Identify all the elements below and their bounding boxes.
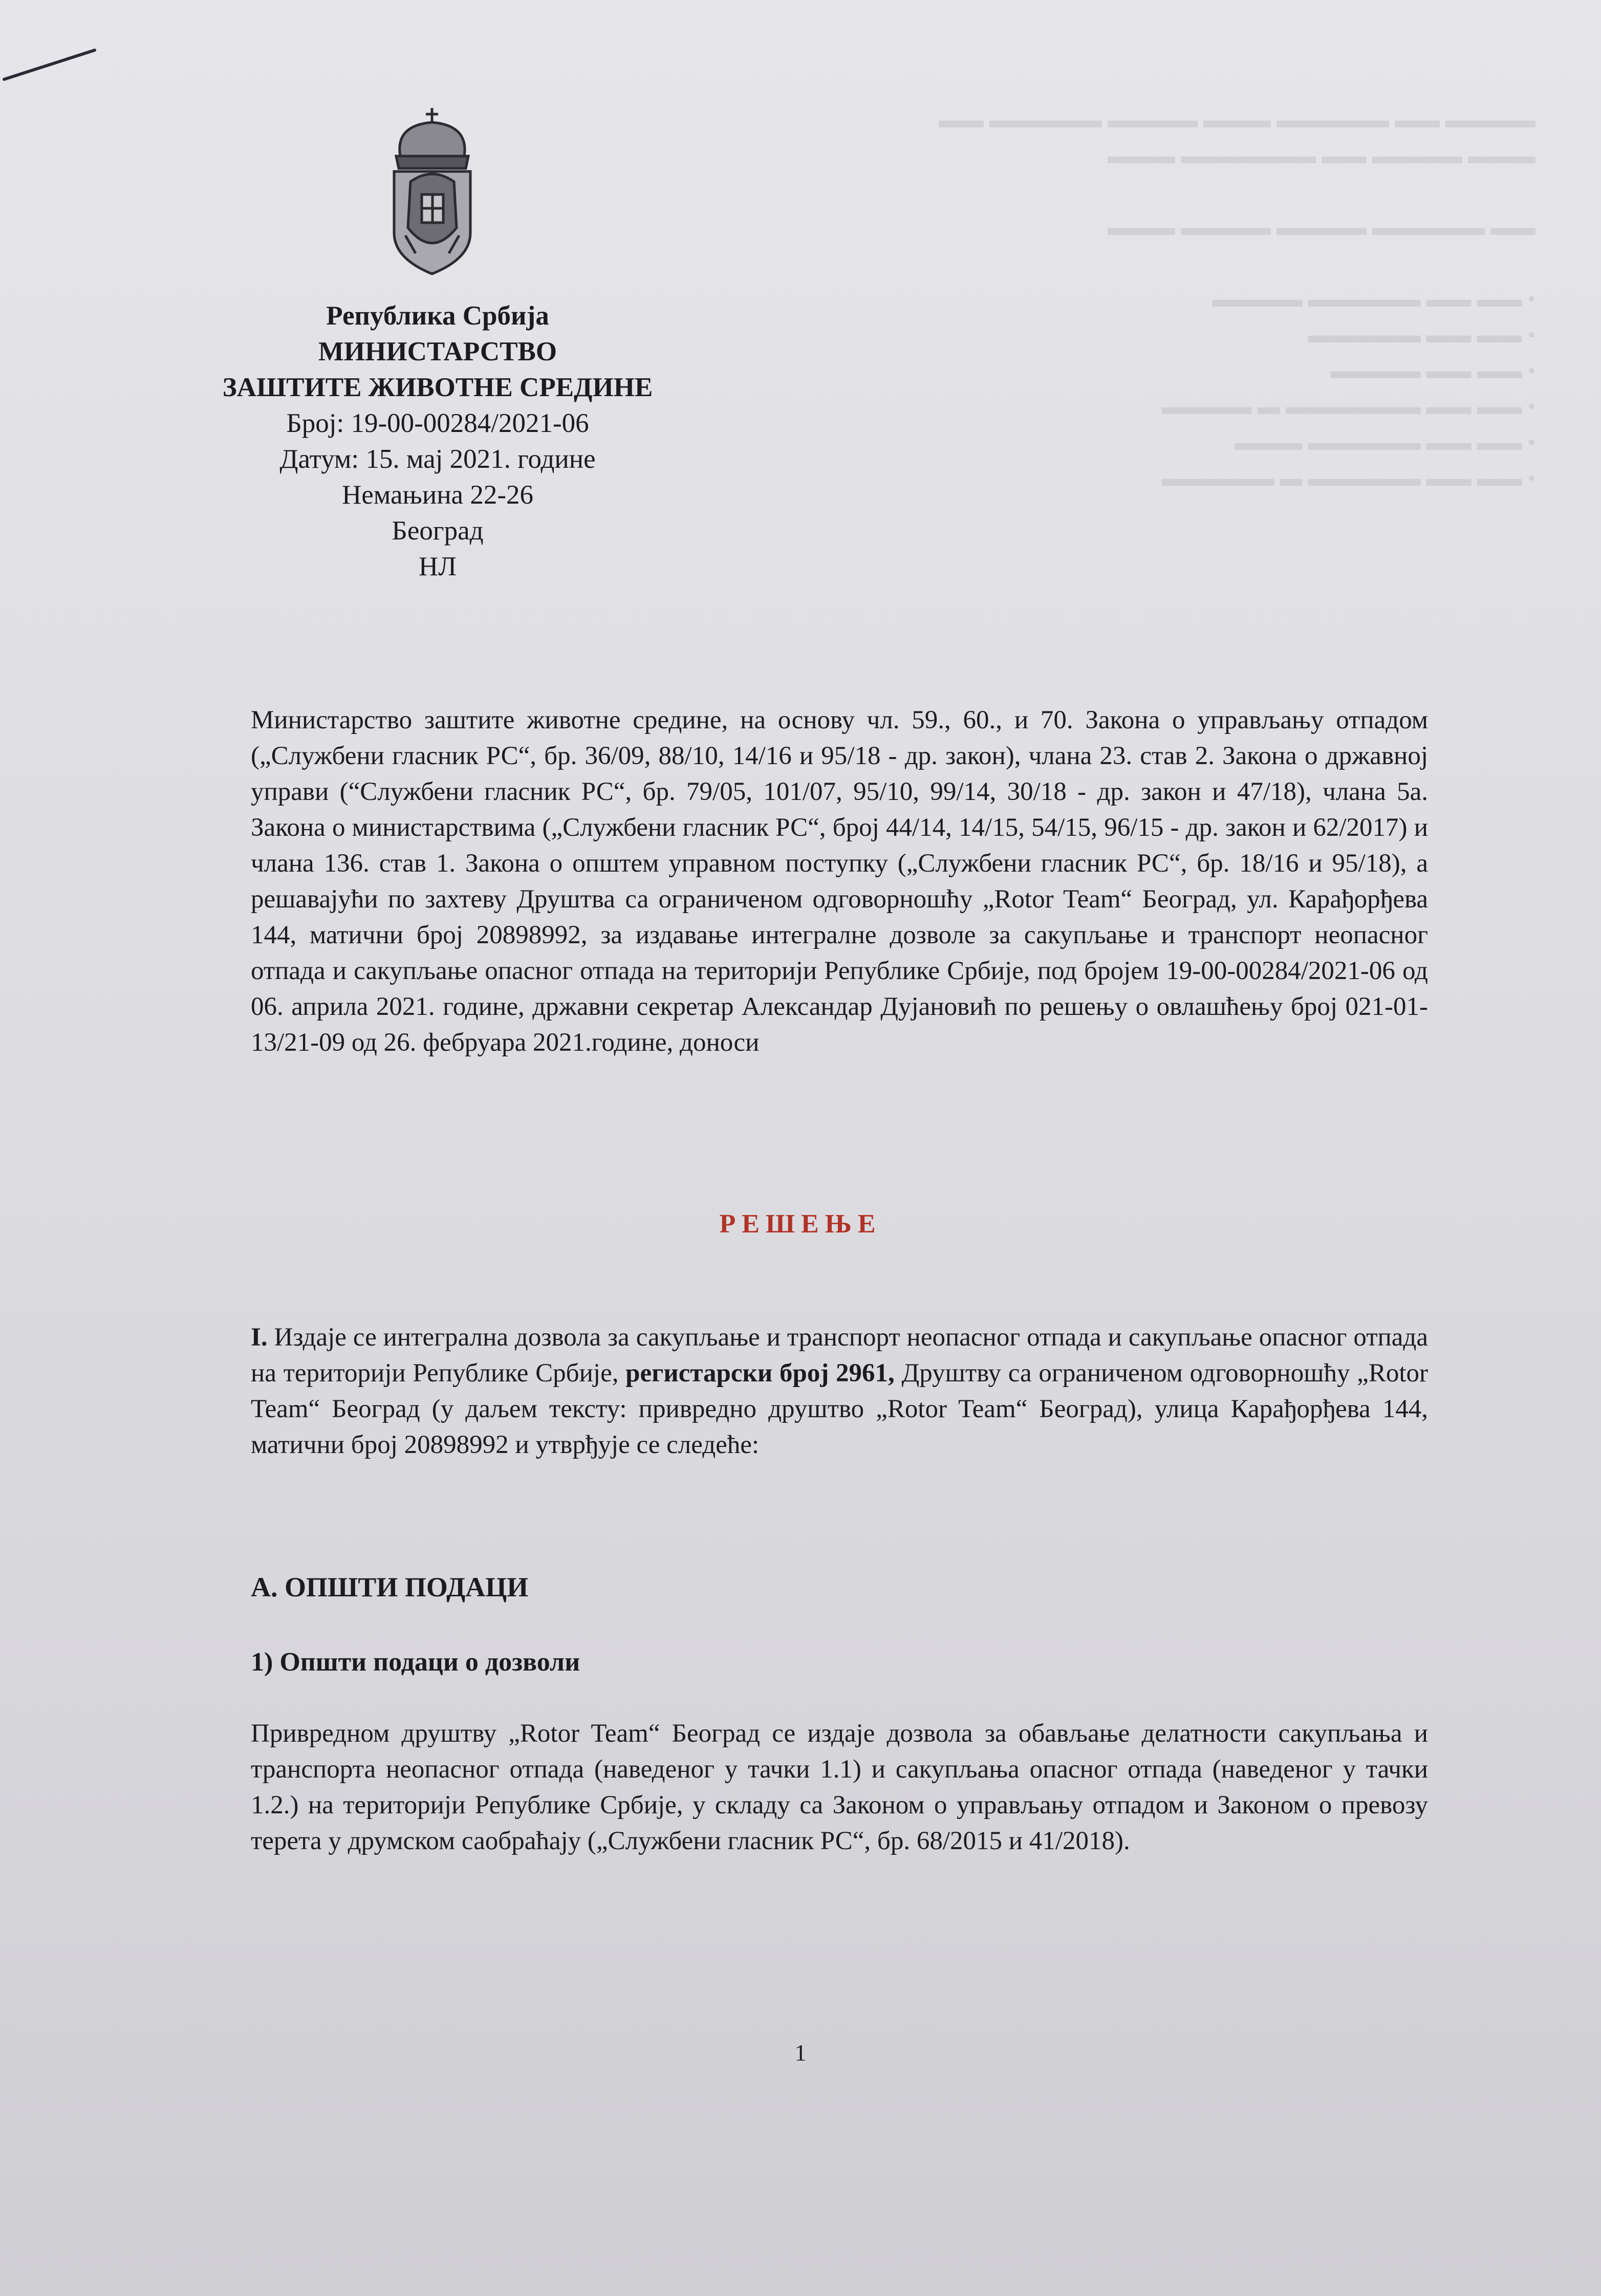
section-one-numeral: I. <box>251 1323 268 1352</box>
document-date: Датум: 15. мај 2021. године <box>279 444 596 474</box>
document-number: Број: 19-00-00284/2021-06 <box>286 408 589 438</box>
ministry-line-1: МИНИСТАРСТВО <box>318 337 557 366</box>
pen-mark <box>0 31 113 92</box>
permit-paragraph: Привредном друштву „Rotor Team“ Београд се издаје дозвола за обављање делатности сакупљања и транспорта неопасног отпада (наведеног у тачки 1.1) и сакупљања опасног отпада (наведеног у тачки 1.2.) на територији Републике Србије, у складу са Законом о управљању отпадом и Законом о превозу терета у друмском саобраћају („Службени гласник РС“, бр. 68/2015 и 41/2018). <box>251 1719 1428 1855</box>
republic-name: Република Србија <box>326 301 549 331</box>
page-number: 1 <box>794 2040 807 2066</box>
ministry-line-2: ЗАШТИТЕ ЖИВОТНЕ СРЕДИНЕ <box>222 373 653 402</box>
section-one-text-before: Издаје се интегрална дозвола за сакупљање и транспорт неопасног отпада и сакупљање опасног отпада на територији Републике Србије, <box>251 1323 1428 1388</box>
author-initials: НЛ <box>418 552 457 581</box>
preamble-paragraph: Министарство заштите животне средине, на основу чл. 59., 60., и 70. Закона о управљању отпадом („Службени гласник РС“, бр. 36/09, 88/10, 14/16 и 95/18 - др. закон), члана 23. став 2. Закона о државној управи (“Службени гласник РС“, бр. 79/05, 101/07, 95/10, 99/14, 30/18 - др. закон и 47/18), члана 5а. Закона о министарствима („Службени гласник РС“, број 44/14, 14/15, 54/15, 96/15 - др. закон и 62/2017) и члана 136. став 1. Закона о општем управном поступку („Службени гласник РС“, бр. 18/16 и 95/18), а решавајући по захтеву Друштва са ограниченом одговорношћу „Rotor Team“ Београд, ул. Карађорђева 144, матични број 20898992, за издавање интегралне дозволе за сакупљање и транспорт неопасног отпада и сакупљање опасног отпада на територији Републике Србије, под бројем 19-00-00284/2021-06 од 06. априла 2021. године, државни секретар Александар Дујановић по решењу о овлашћењу број 021-01-13/21-09 од 26. фебруара 2021.године, доноси <box>251 706 1428 1057</box>
section-one-text-after: Друштву са ограниченом одговорношћу „Rotor Team“ Београд (у даљем тексту: привредно друштво „Rotor Team“ Београд), улица Карађорђева 144, матични број 20898992 и утврђује се следеће: <box>251 1359 1428 1459</box>
ministry-header <box>154 298 722 584</box>
registration-number: регистарски број 2961, <box>625 1359 895 1388</box>
ministry-address: Немањина 22-26 <box>342 480 533 510</box>
serbian-coat-of-arms-icon <box>385 105 480 289</box>
decision-title: РЕШЕЊЕ <box>719 1209 882 1239</box>
ministry-city: Београд <box>392 516 484 546</box>
show-through-text: ▬▬▬▬ ▬▬ ▬▬▬▬▬ ▬▬▬ ▬▬▬▬ ▬▬▬▬▬ ▬▬ ▬▬▬ ▬▬▬▬ ▬▬ ▬▬▬▬▬▬ ▬▬▬ ▬▬ ▬▬▬▬▬ ▬▬▬▬ ▬▬▬▬ ▬▬▬ • ▬▬ ▬▬ ▬▬▬▬▬ ▬▬▬▬ • ▬▬ ▬▬ ▬▬▬▬▬ • ▬▬ ▬▬ ▬▬▬▬ • ▬▬ ▬▬ ▬▬▬▬▬▬ ▬ ▬▬▬▬ • ▬▬ ▬▬ ▬▬▬▬▬ ▬▬▬ • ▬▬ ▬▬ ▬▬▬▬▬ ▬ ▬▬▬▬▬ <box>939 107 1535 491</box>
heading-permit-general-data: 1) Општи подаци о дозволи <box>251 1648 580 1677</box>
heading-general-data: А. ОПШТИ ПОДАЦИ <box>251 1572 529 1602</box>
section-one-paragraph <box>251 1319 1428 1463</box>
